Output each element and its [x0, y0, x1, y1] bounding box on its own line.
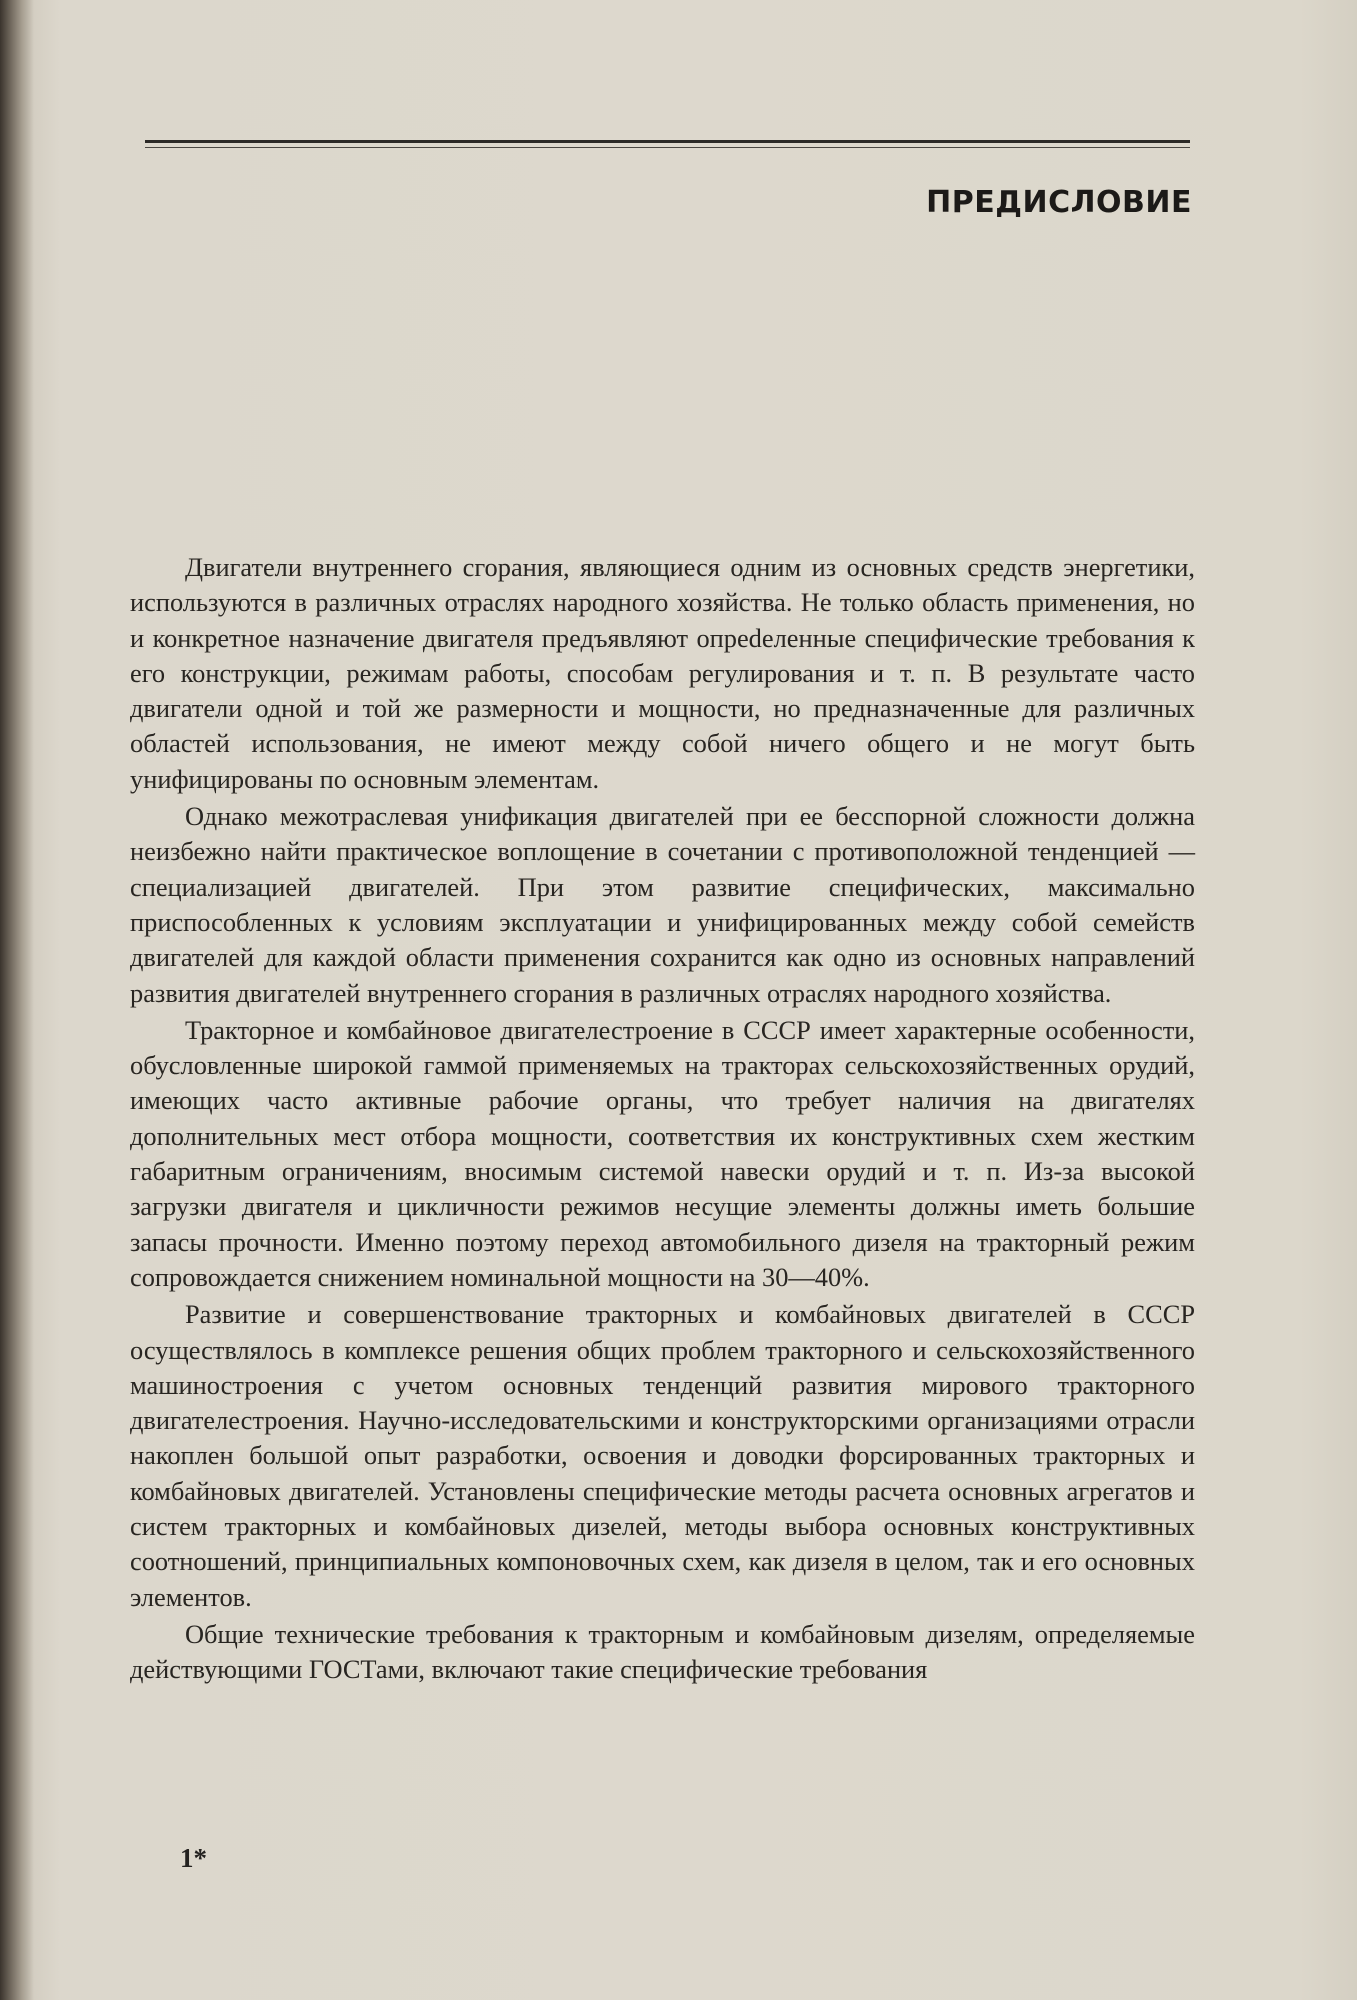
paragraph-1: Двигатели внутреннего сгорания, являющиеся одним из основных средств энергетики, используются в различных отраслях народного хозяйства. Не только область применения, но и конкретное назначение двигателя предъявляют опреdеленные специфические требования к его конструкции, режимам работы, способам регулирования и т. п. В результате часто двигатели одной и той же размерности и мощности, но предназначенные для различных областей использования, не имеют между собой ничего общего и не могут быть унифицированы по основным элементам.	[130, 552, 1195, 794]
page-title: ПРЕДИСЛОВИЕ	[926, 185, 1192, 220]
body-text	[130, 550, 1195, 1690]
header-rule	[145, 140, 1190, 143]
signature-mark: 1*	[180, 1843, 207, 1873]
book-binding-edge	[0, 0, 34, 2000]
paragraph-3: Тракторное и комбайновое двигателестроение в СССР имеет характерные особенности, обусловленные широкой гаммой применяемых на тракторах сельскохозяйственных орудий, имеющих часто активные рабочие органы, что требует наличия на двигателях дополнительных мест отбора мощности, соответствия их конструктивных схем жестким габаритным ограничениям, вносимым системой навески орудий и т. п. Из-за высокой загрузки двигателя и цикличности режимов несущие элементы должны иметь большие запасы прочности. Именно поэтому переход автомобильного дизеля на тракторный режим сопровождается снижением номинальной мощности на 30—40%.	[130, 1014, 1195, 1292]
paragraph-2: Однако межотраслевая унификация двигателей при ее бесспорной сложности должна неизбежно найти практическое воплощение в сочетании с противоположной тенденцией — специализацией двигателей. При этом развитие специфических, максимально приспособленных к условиям эксплуатации и унифицированных между собой семейств двигателей для каждой области применения сохранится как одно из основных направлений развития двигателей внутреннего сгорания в различных отраслях народного хозяйства.	[130, 801, 1195, 1008]
paragraph-4: Развитие и совершенствование тракторных и комбайновых двигателей в СССР осуществлялось в комплексе решения общих проблем тракторного и сельскохозяйственного машиностроения с учетом основных тенденций развития мирового тракторного двигателестроения. Научно-исследовательскими и конструкторскими организациями отрасли накоплен большой опыт разработки, освоения и доводки форсированных тракторных и комбайновых двигателей. Установлены специфические методы расчета основных агрегатов и систем тракторных и комбайновых дизелей, методы выбора основных конструктивных соотношений, принципиальных компоновочных схем, как дизеля в целом, так и его основных элементов.	[130, 1299, 1195, 1612]
header-rule-thin	[145, 147, 1190, 148]
paragraph-5: Общие технические требования к тракторным и комбайновым дизелям, определяемые действующими ГОСТами, включают такие специфические требования	[130, 1618, 1195, 1685]
